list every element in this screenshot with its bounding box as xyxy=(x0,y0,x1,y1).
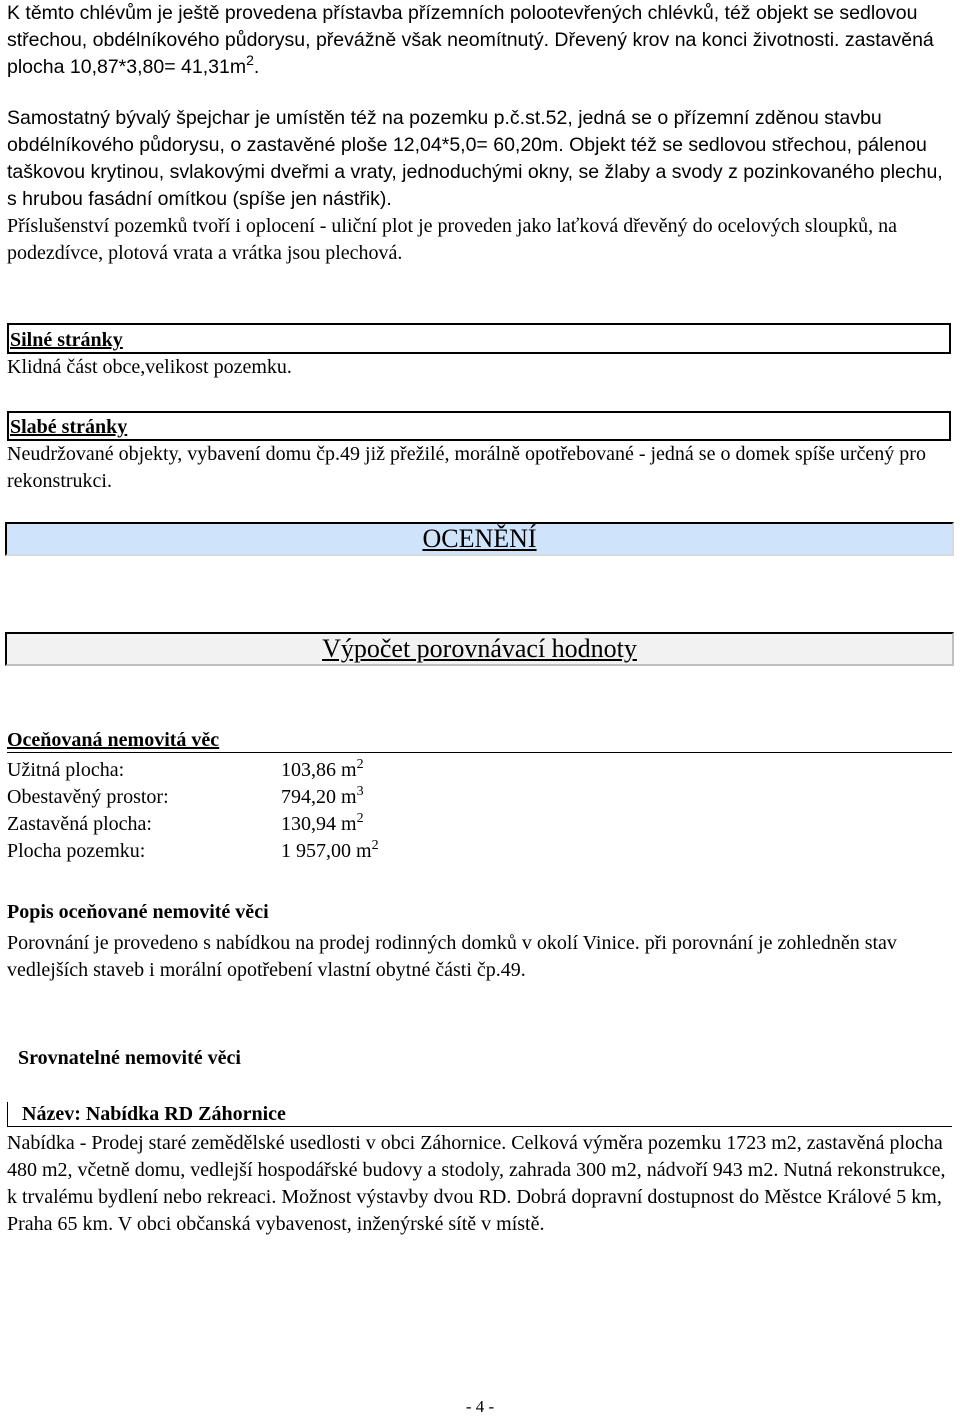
silne-stranky-heading: Silné stránky xyxy=(10,329,123,351)
ocenovana-heading-line xyxy=(7,728,952,753)
param-value: 1 957,00 $m^2$ xyxy=(281,838,379,862)
slabe-stranky-heading: Slabé stránky xyxy=(10,416,128,438)
param-value: 103,86 $m^2$ xyxy=(281,757,364,781)
slabe-stranky-heading-box xyxy=(7,411,951,441)
intro-sup: 2 xyxy=(246,52,254,68)
slabe-stranky-text: Neudržované objekty, vybavení domu čp.49 již přežilé, morálně opotřebované - jedná se o domek spíše určený pro rekonstrukci. xyxy=(7,443,926,492)
page-number: - 4 - xyxy=(465,1397,495,1416)
param-label: Obestavěný prostor: xyxy=(7,786,169,808)
spejchar-paragraph: Samostatný bývalý špejchar je umístěn též na pozemku p.č.st.52, jedná se o přízemní zděnou stavbu obdélníkového půdorysu, o zastavěné ploše 12,04*5,0= 60,20m. Objekt též se sedlovou střechou, pálenou taškovou krytinou, svlakovými dveřmi a vraty, jednoduchými okny, se žlaby a svody z pozinkovaného plechu, s hrubou fasádní omítkou (spíše jen nástřik). xyxy=(7,107,943,210)
silne-stranky-text: Klidná část obce,velikost pozemku. xyxy=(7,356,292,378)
vypocet-title: Výpočet porovnávací hodnoty xyxy=(322,634,637,663)
ocenovana-heading: Oceňovaná nemovitá věc xyxy=(7,729,220,751)
prislusenstvi-paragraph: Příslušenství pozemků tvoří i oplocení - uliční plot je proveden jako laťková dřevěný do ocelových sloupků, na podezdívce, plotová vrata a vrátka jsou plechová. xyxy=(7,215,898,264)
nazev-heading: Název: Nabídka RD Záhornice xyxy=(22,1103,286,1125)
intro-text: K těmto chlévům je ještě provedena přístavba přízemních polootevřených chlévků, též objekt se sedlovou střechou, obdélníkového půdorysu, převážně však neomítnutý. Dřevený krov na konci životnosti. zastavěná plocha 10,87*3,80= 41,31m xyxy=(7,2,934,78)
intro-end: . xyxy=(253,56,260,78)
param-label: Plocha pozemku: xyxy=(7,840,146,862)
param-label: Zastavěná plocha: xyxy=(7,813,152,835)
srovnatelne-heading: Srovnatelné nemovité věci xyxy=(18,1047,241,1069)
silne-stranky-heading-box xyxy=(7,323,951,354)
param-value: 794,20 $m^3$ xyxy=(281,784,364,808)
oceneni-banner xyxy=(5,522,954,556)
param-value: 130,94 $m^2$ xyxy=(281,811,364,835)
vypocet-banner xyxy=(5,632,954,666)
popis-heading: Popis oceňované nemovité věci xyxy=(7,901,269,923)
intro-paragraph xyxy=(7,0,953,81)
oceneni-title: OCENĚNÍ xyxy=(422,524,537,553)
nazev-heading-line xyxy=(7,1102,952,1127)
popis-text: Porovnání je provedeno s nabídkou na prodej rodinných domků v okolí Vinice. při porovnání je zohledněn stav vedlejších staveb i morální opotřebení vlastní obytné části čp.49. xyxy=(7,932,897,981)
nabidka-text: Nabídka - Prodej staré zemědělské usedlosti v obci Záhornice. Celková výměra pozemku 1723 m2, zastavěná plocha 480 m2, včetně domu, vedlejší hospodářské budovy a stodoly, zahrada 300 m2, nádvoří 943 m2. Nutná rekonstrukce, k trvalému bydlení nebo rekreaci. Možnost výstavby dvou RD. Dobrá dopravní dostupnost do Městce Králové 5 km, Praha 65 km. V obci občanská vybavenost, inženýrské sítě v místě. xyxy=(7,1132,946,1235)
param-label: Užitná plocha: xyxy=(7,759,125,781)
